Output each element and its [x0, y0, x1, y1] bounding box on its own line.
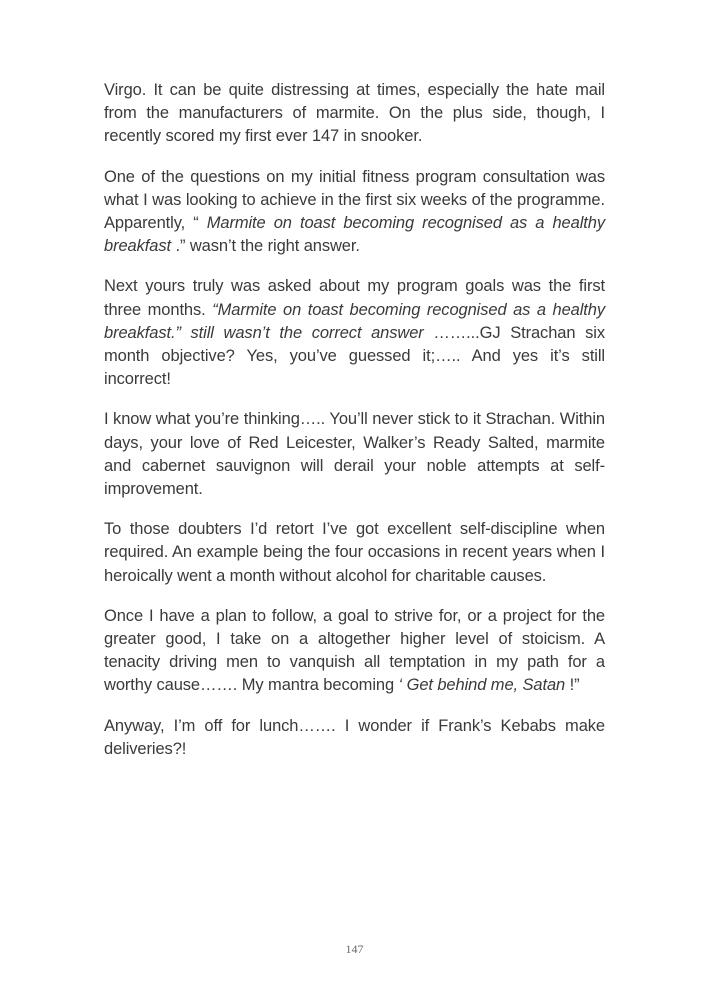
- paragraph: [104, 275, 605, 391]
- paragraph-text: I know what you’re thinking….. You’ll never stick to it Strachan. Within days, your love of Red Leicester, Walker’s Ready Salted, marmite and cabernet sauvignon will derail your noble attempts at self-improvement.: [104, 410, 605, 499]
- paragraph-text: .” wasn’t the right answer.: [170, 237, 360, 256]
- paragraph-italic-text: “Marmite on toast becoming recognised as a healthy breakfast.” still wasn’t the correct answer: [104, 300, 605, 342]
- paragraph: [104, 408, 605, 501]
- paragraph: [104, 166, 605, 259]
- paragraph-text: Virgo. It can be quite distressing at times, especially the hate mail from the manufacturers of marmite. On the plus side, though, I recently scored my first ever 147 in snooker.: [104, 81, 605, 146]
- page-body: [104, 79, 605, 778]
- paragraph: [104, 79, 605, 149]
- paragraph: [104, 605, 605, 698]
- paragraph-text: To those doubters I’d retort I’ve got excellent self-discipline when required. An example being the four occasions in recent years when I heroically went a month without alcohol for charitable causes.: [104, 520, 605, 585]
- paragraph-italic-text: Marmite on toast becoming recognised as a healthy breakfast: [104, 214, 605, 256]
- paragraph-text: ……...GJ Strachan six month objective? Yes, you’ve guessed it;….. And yes it’s still incorrect!: [104, 323, 605, 389]
- paragraph-text: Next yours truly was asked about my program goals was the first three months.: [104, 277, 605, 319]
- paragraph-text: Once I have a plan to follow, a goal to strive for, or a project for the greater good, I take on a altogether higher level of stoicism. A tenacity driving men to vanquish all temptation in my path for a worthy cause……. My mantra becoming: [104, 606, 605, 695]
- page-number: 147: [345, 942, 364, 956]
- paragraph-text: One of the questions on my initial fitness program consultation was what I was looking to achieve in the first six weeks of the programme. Apparently, “: [104, 167, 605, 233]
- paragraph-text: !”: [565, 676, 580, 695]
- paragraph-text: Anyway, I’m off for lunch……. I wonder if Frank’s Kebabs make deliveries?!: [104, 716, 605, 758]
- paragraph-italic-text: ‘ Get behind me, Satan: [398, 676, 566, 695]
- paragraph: [104, 715, 605, 761]
- paragraph: [104, 518, 605, 588]
